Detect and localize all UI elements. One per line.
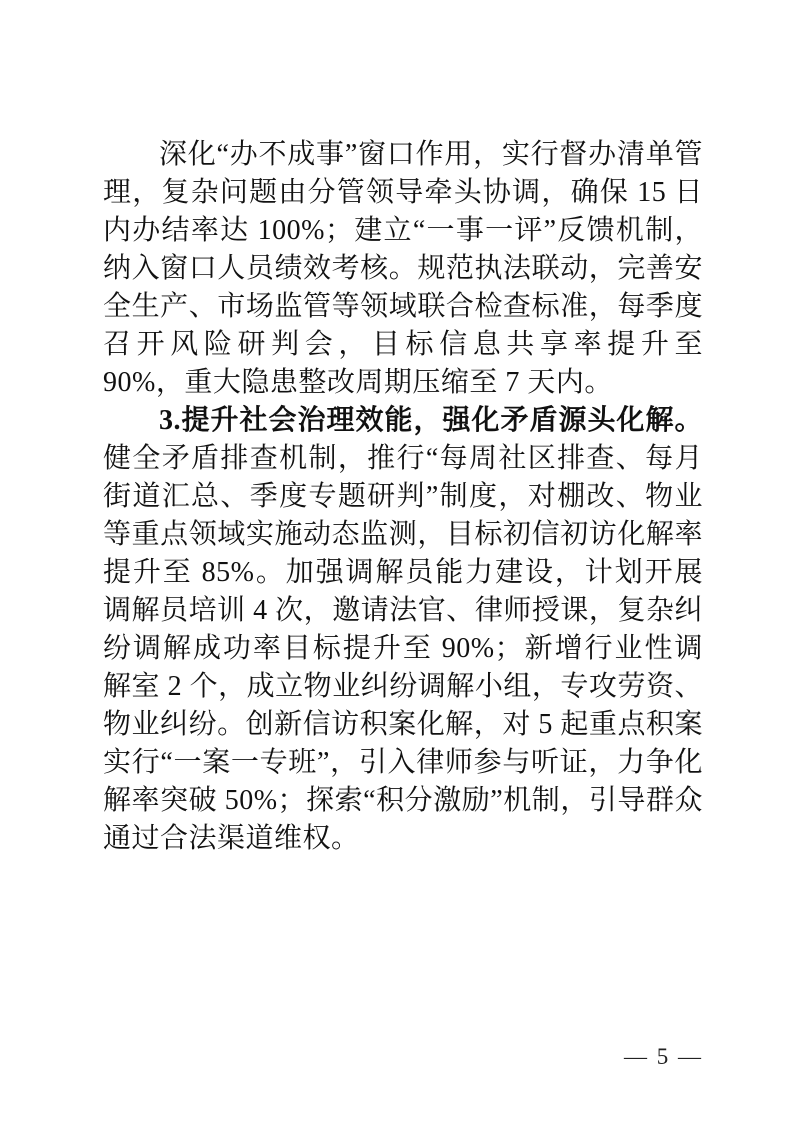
paragraph-lead-heading: 3.提升社会治理效能，强化矛盾源头化解。	[159, 405, 703, 436]
body-text	[103, 136, 703, 858]
paragraph	[103, 136, 703, 402]
paragraph	[103, 402, 703, 858]
page-number: — 5 —	[624, 1044, 703, 1069]
paragraph-text: 深化“办不成事”窗口作用，实行督办清单管理，复杂问题由分管领导牵头协调，确保 15 日内办结率达 100%；建立“一事一评”反馈机制，纳入窗口人员绩效考核。规范执法联动，完善安全生产、市场监管等领域联合检查标准，每季度召开风险研判会，目标信息共享率提升至 90%，重大隐患整改周期压缩至 7 天内。	[103, 139, 703, 398]
paragraph-text: 健全矛盾排查机制，推行“每周社区排查、每月街道汇总、季度专题研判”制度，对棚改、物业等重点领域实施动态监测，目标初信初访化解率提升至 85%。加强调解员能力建设，计划开展调解员培训 4 次，邀请法官、律师授课，复杂纠纷调解成功率目标提升至 90%；新增行业性调解室 2 个，成立物业纠纷调解小组，专攻劳资、物业纠纷。创新信访积案化解，对 5 起重点积案实行“一案一专班”，引入律师参与听证，力争化解率突破 50%；探索“积分激励”机制，引导群众通过合法渠道维权。	[103, 443, 703, 854]
